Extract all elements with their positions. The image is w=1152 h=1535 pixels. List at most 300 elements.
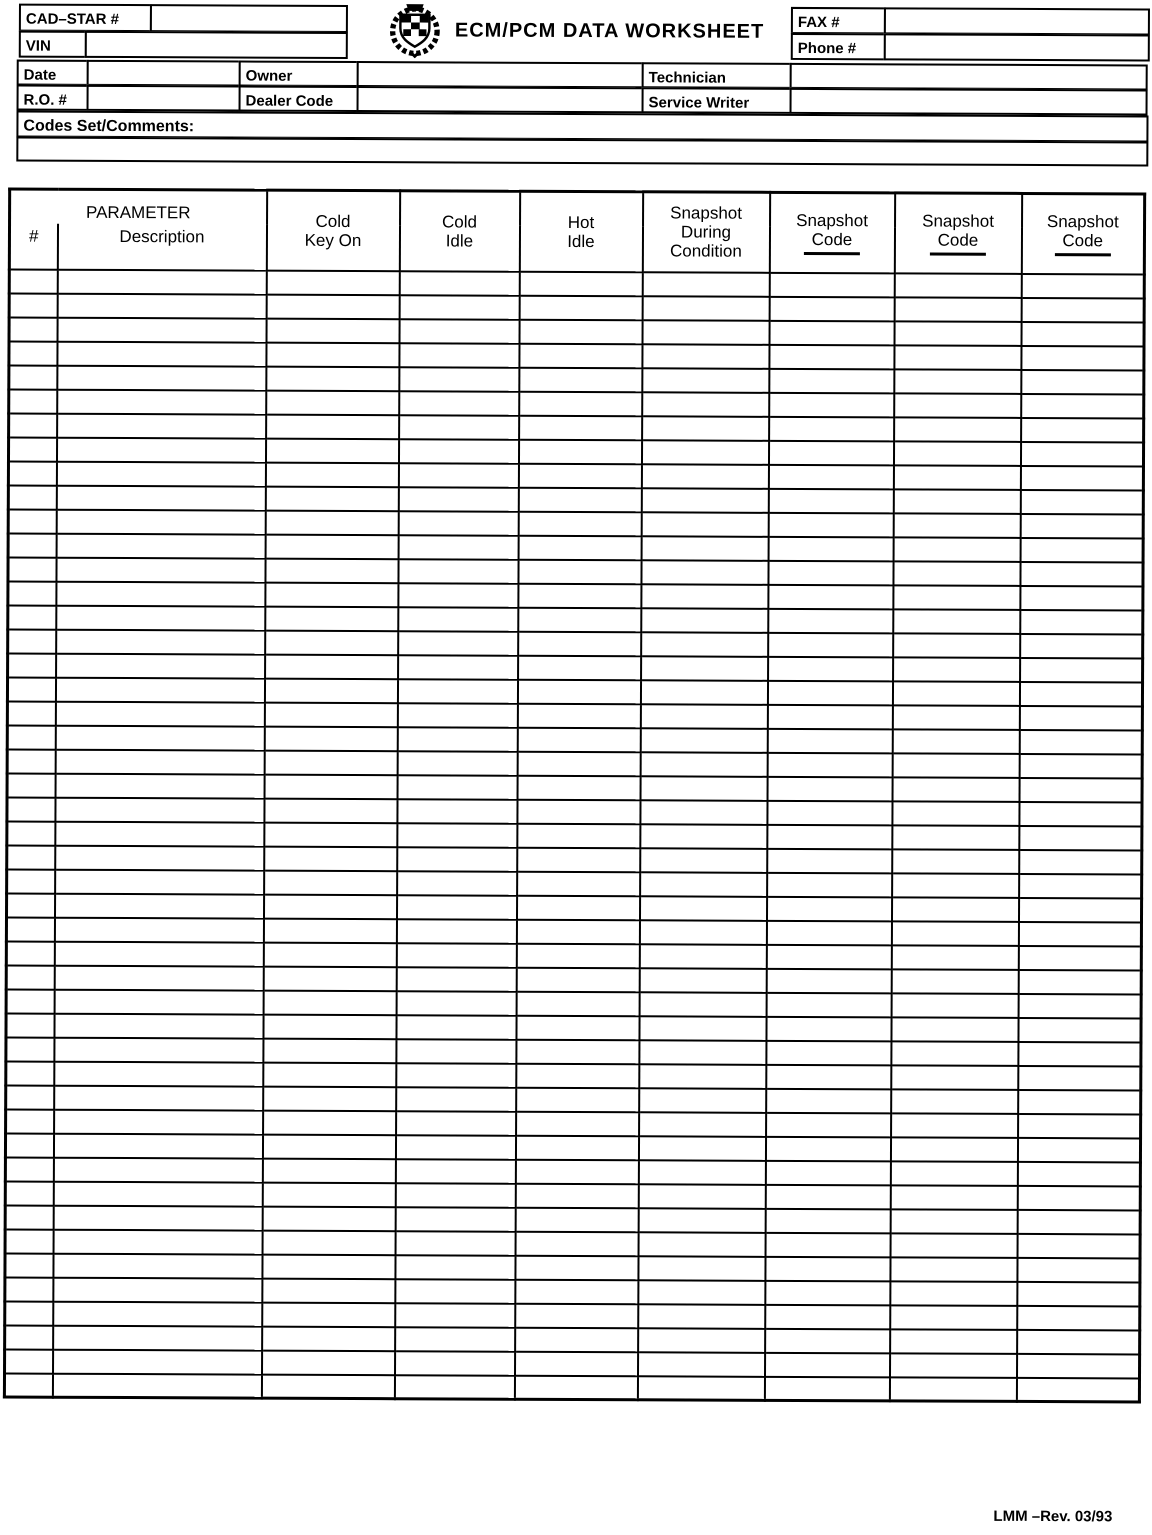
empty-cell [515,1231,638,1256]
empty-cell [9,413,57,437]
empty-cell [53,1325,262,1350]
empty-cell [766,1112,891,1137]
empty-cell [518,559,641,584]
empty-cell [264,702,397,727]
empty-cell [1019,753,1142,778]
empty-cell [769,296,894,321]
codes-set-comments-label: Codes Set/Comments: [16,111,1148,143]
empty-cell [892,801,1019,826]
empty-cell [397,799,517,824]
empty-cell [893,441,1020,466]
empty-cell [53,1349,262,1374]
fax-label: FAX # [791,7,886,34]
empty-cell [263,1062,396,1087]
empty-cell [519,319,642,344]
column-header-cold-key-on [266,190,399,271]
date-label: Date [17,60,89,86]
empty-cell [893,609,1020,634]
empty-cell [54,917,263,942]
empty-cell [515,1159,638,1184]
empty-cell [641,632,768,657]
empty-cell [396,895,516,920]
empty-cell [7,749,55,773]
empty-cell [399,415,519,440]
empty-cell [395,1183,515,1208]
empty-cell [765,1136,890,1161]
empty-cell [892,825,1019,850]
empty-cell [56,509,265,534]
empty-cell [4,1373,52,1397]
empty-cell [1017,1161,1140,1186]
empty-cell [890,1257,1017,1282]
empty-cell [1018,1113,1141,1138]
empty-cell [7,725,55,749]
vin-field [85,31,348,59]
empty-cell [1020,657,1143,682]
empty-cell [263,1038,396,1063]
empty-cell [53,1301,262,1326]
empty-cell [515,1135,638,1160]
empty-cell [265,486,398,511]
empty-cell [515,1255,638,1280]
empty-cell [266,318,399,343]
empty-cell [768,584,893,609]
empty-cell [765,1232,890,1257]
empty-cell [641,656,768,681]
empty-cell [397,775,517,800]
empty-cell [1019,801,1142,826]
header-line: Cold [442,212,478,232]
empty-cell [264,846,397,871]
empty-cell [395,1279,515,1304]
empty-cell [518,511,641,536]
empty-cell [766,1040,891,1065]
empty-cell [767,752,892,777]
empty-cell [396,991,516,1016]
empty-cell [5,1349,53,1373]
worksheet-body [4,269,1144,1402]
empty-cell [890,1305,1017,1330]
empty-cell [1019,705,1142,730]
empty-cell [398,607,518,632]
empty-cell [766,1016,891,1041]
empty-cell [395,1255,515,1280]
empty-cell [398,511,518,536]
empty-cell [893,657,1020,682]
empty-cell [517,775,640,800]
empty-cell [5,1133,53,1157]
empty-cell [396,1063,516,1088]
parameter-table [3,188,1146,1404]
empty-cell [265,534,398,559]
empty-cell [9,293,57,317]
empty-cell [396,1111,516,1136]
empty-cell [893,465,1020,490]
empty-cell [640,872,767,897]
empty-cell [642,368,769,393]
empty-cell [262,1206,395,1231]
empty-cell [1017,1209,1140,1234]
empty-cell [6,1037,54,1061]
empty-cell [517,823,640,848]
empty-cell [642,392,769,417]
empty-cell [399,343,519,368]
empty-cell [894,321,1021,346]
empty-cell [1017,1353,1140,1378]
codes-set-comments-field [16,137,1148,167]
empty-cell [1020,489,1143,514]
empty-cell [1019,681,1142,706]
column-header-parameter: PARAMETER [10,189,267,224]
empty-cell [894,345,1021,370]
empty-cell [396,943,516,968]
empty-cell [893,585,1020,610]
empty-cell [265,438,398,463]
empty-cell [56,629,265,654]
empty-cell [57,341,266,366]
empty-cell [515,1183,638,1208]
empty-cell [263,918,396,943]
empty-cell [55,821,264,846]
empty-cell [8,437,56,461]
empty-cell [890,1329,1017,1354]
column-header-snapshot-code-1 [769,192,894,273]
empty-cell [399,367,519,392]
empty-cell [642,344,769,369]
service-writer-field [790,88,1148,116]
column-header-snapshot-code-2 [894,193,1021,274]
header-line: Hot [567,212,595,232]
empty-cell [514,1375,637,1400]
empty-cell [765,1256,890,1281]
empty-cell [641,560,768,585]
empty-cell [398,535,518,560]
empty-cell [264,678,397,703]
empty-cell [639,920,766,945]
empty-cell [395,1207,515,1232]
empty-cell [264,750,397,775]
empty-cell [398,439,518,464]
empty-cell [894,417,1021,442]
column-header-description: Description [57,223,266,270]
empty-cell [517,727,640,752]
owner-label: Owner [239,61,359,88]
empty-cell [7,797,55,821]
empty-cell [56,461,265,486]
empty-cell [266,294,399,319]
empty-cell [891,1017,1018,1042]
empty-cell [638,1184,765,1209]
empty-cell [399,391,519,416]
empty-cell [8,509,56,533]
empty-cell [894,393,1021,418]
empty-cell [55,893,264,918]
empty-cell [767,776,892,801]
empty-cell [519,295,642,320]
empty-cell [767,872,892,897]
empty-cell [262,1326,395,1351]
empty-cell [638,1160,765,1185]
empty-cell [9,365,57,389]
empty-cell [768,608,893,633]
empty-cell [1021,393,1144,418]
empty-cell [5,1181,53,1205]
empty-cell [893,537,1020,562]
empty-cell [395,1303,515,1328]
empty-cell [8,533,56,557]
empty-cell [6,989,54,1013]
empty-cell [266,414,399,439]
empty-cell [516,919,639,944]
empty-cell [768,632,893,657]
empty-cell [640,704,767,729]
empty-cell [397,823,517,848]
empty-cell [1020,609,1143,634]
empty-cell [641,512,768,537]
empty-cell [264,870,397,895]
empty-cell [893,489,1020,514]
empty-cell [765,1352,890,1377]
empty-cell [395,1159,515,1184]
revision-note: LMM –Rev. 03/93 [993,1507,1113,1526]
empty-cell [1020,633,1143,658]
empty-cell [262,1254,395,1279]
empty-cell [1019,849,1142,874]
empty-cell [56,653,265,678]
empty-cell [54,1013,263,1038]
empty-cell [640,752,767,777]
empty-cell [262,1350,395,1375]
empty-cell [519,415,642,440]
empty-cell [891,1089,1018,1114]
empty-cell [397,703,517,728]
empty-cell [639,896,766,921]
empty-cell [5,1157,53,1181]
empty-cell [765,1160,890,1185]
empty-cell [767,680,892,705]
empty-cell [1020,441,1143,466]
empty-cell [1016,1377,1139,1402]
empty-cell [767,848,892,873]
empty-cell [892,873,1019,898]
empty-cell [893,513,1020,538]
empty-cell [263,942,396,967]
empty-cell [516,1087,639,1112]
empty-cell [519,391,642,416]
fax-field [884,7,1150,35]
empty-cell [890,1137,1017,1162]
empty-cell [55,725,264,750]
empty-cell [890,1353,1017,1378]
empty-cell [8,629,56,653]
empty-cell [515,1279,638,1304]
header-line: Snapshot [796,210,869,231]
column-header-cold-idle [399,191,519,272]
empty-cell [769,368,894,393]
empty-cell [6,1061,54,1085]
empty-cell [395,1231,515,1256]
empty-cell [264,774,397,799]
empty-cell [519,343,642,368]
empty-cell [768,560,893,585]
empty-cell [5,1253,53,1277]
empty-cell [765,1208,890,1233]
empty-cell [640,680,767,705]
header-line: Idle [567,231,595,251]
empty-cell [55,845,264,870]
empty-cell [8,485,56,509]
empty-cell [519,271,642,296]
empty-cell [766,944,891,969]
empty-cell [1020,585,1143,610]
header-line: Cold [315,211,351,231]
empty-cell [768,512,893,537]
empty-cell [768,488,893,513]
empty-cell [56,605,265,630]
empty-cell [892,777,1019,802]
empty-cell [9,317,57,341]
empty-cell [1017,1185,1140,1210]
empty-cell [261,1374,394,1399]
empty-cell [7,677,55,701]
technician-field [790,63,1148,91]
empty-cell [398,559,518,584]
empty-cell [518,607,641,632]
empty-cell [769,320,894,345]
empty-cell [517,703,640,728]
header-line: During [680,222,732,242]
empty-cell [894,297,1021,322]
empty-cell [262,1230,395,1255]
empty-cell [1021,273,1144,298]
empty-cell [515,1303,638,1328]
empty-cell [7,869,55,893]
ro-number-field [87,85,241,112]
empty-cell [54,1109,263,1134]
service-writer-label: Service Writer [642,87,792,114]
empty-cell [639,1088,766,1113]
code-blank-line [1055,253,1111,256]
empty-cell [55,869,264,894]
empty-cell [518,631,641,656]
empty-cell [399,295,519,320]
technician-label: Technician [642,62,792,89]
empty-cell [9,389,57,413]
empty-cell [892,729,1019,754]
empty-cell [5,1277,53,1301]
empty-cell [265,462,398,487]
empty-cell [767,728,892,753]
dealer-code-label: Dealer Code [239,86,359,113]
empty-cell [767,704,892,729]
column-header-snapshot-code-3 [1021,193,1144,274]
empty-cell [891,897,1018,922]
empty-cell [641,584,768,609]
empty-cell [765,1184,890,1209]
empty-cell [518,487,641,512]
empty-cell [265,558,398,583]
empty-cell [890,1281,1017,1306]
empty-cell [891,945,1018,970]
empty-cell [53,1157,262,1182]
empty-cell [55,797,264,822]
empty-cell [1018,1089,1141,1114]
empty-cell [6,917,54,941]
empty-cell [1021,321,1144,346]
empty-cell [766,968,891,993]
empty-cell [518,535,641,560]
header-line: Condition [669,241,742,261]
empty-cell [518,655,641,680]
empty-cell [890,1185,1017,1210]
empty-cell [766,896,891,921]
empty-cell [264,726,397,751]
empty-cell [8,605,56,629]
empty-cell [638,1256,765,1281]
empty-cell [517,679,640,704]
empty-cell [54,941,263,966]
empty-cell [265,630,398,655]
header-line: Snapshot [670,203,743,223]
empty-cell [6,965,54,989]
empty-cell [516,991,639,1016]
empty-cell [262,1278,395,1303]
phone-field [884,33,1150,61]
empty-cell [56,533,265,558]
empty-cell [517,799,640,824]
empty-cell [396,1039,516,1064]
empty-cell [55,677,264,702]
empty-cell [1019,777,1142,802]
header-line: Snapshot [1046,211,1119,232]
empty-cell [768,440,893,465]
empty-cell [7,701,55,725]
empty-cell [769,344,894,369]
empty-cell [266,366,399,391]
empty-cell [56,485,265,510]
dealer-code-field [357,86,644,113]
empty-cell [52,1373,261,1398]
empty-cell [1021,369,1144,394]
empty-cell [767,800,892,825]
empty-cell [765,1280,890,1305]
empty-cell [399,319,519,344]
empty-cell [642,296,769,321]
empty-cell [1020,513,1143,538]
empty-cell [766,920,891,945]
empty-cell [1018,1017,1141,1042]
header-line: Idle [445,231,474,251]
empty-cell [766,1088,891,1113]
empty-cell [399,271,519,296]
empty-cell [1018,993,1141,1018]
empty-cell [397,727,517,752]
empty-cell [398,463,518,488]
empty-cell [1021,345,1144,370]
empty-cell [54,989,263,1014]
empty-cell [891,921,1018,946]
empty-cell [768,656,893,681]
empty-cell [394,1375,514,1400]
empty-cell [768,536,893,561]
empty-cell [891,1113,1018,1138]
empty-cell [396,919,516,944]
empty-cell [263,990,396,1015]
empty-cell [53,1205,262,1230]
empty-cell [1020,465,1143,490]
empty-cell [54,965,263,990]
empty-cell [1017,1329,1140,1354]
